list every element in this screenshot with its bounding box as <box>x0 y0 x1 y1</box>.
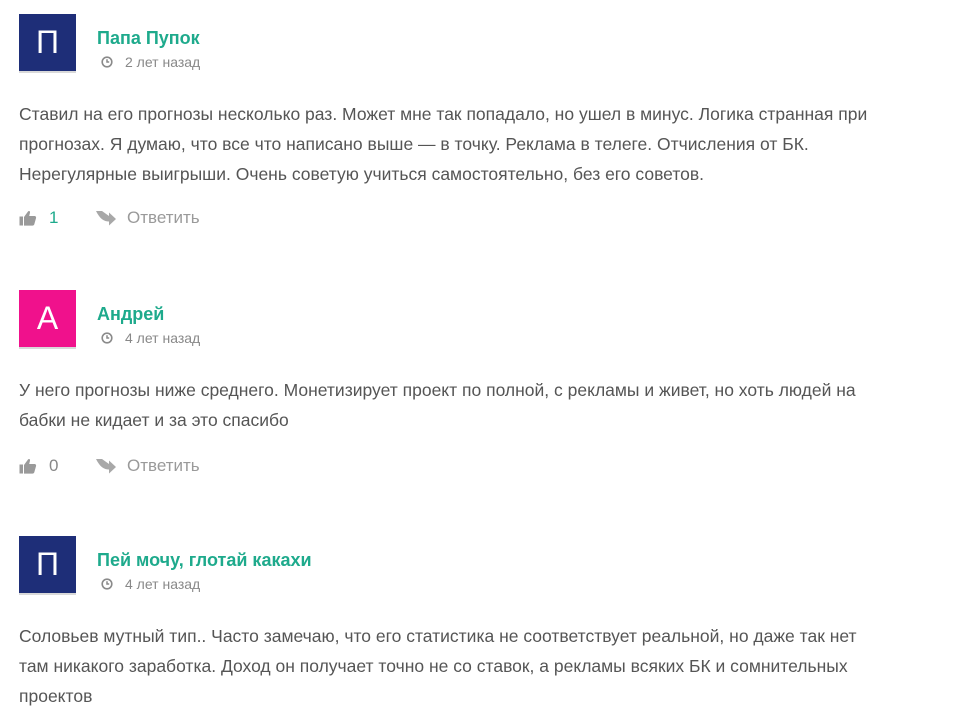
comment-text-line: прогнозах. Я думаю, что все что написано выше — в точку. Реклама в телеге. Отчисления от БК. <box>19 134 809 154</box>
reply-button[interactable] <box>95 208 200 228</box>
clock-icon <box>101 578 113 590</box>
comment-text-line: Ставил на его прогнозы несколько раз. Может мне так попадало, но ушел в минус. Логика странная при <box>19 104 868 124</box>
comment-text-line: бабки не кидает и за это спасибо <box>19 410 289 430</box>
comment-meta <box>101 54 200 70</box>
avatar[interactable]: П <box>19 536 76 595</box>
thumbs-up-icon <box>19 457 37 475</box>
reply-arrow-icon <box>95 458 117 474</box>
comment-author[interactable]: Пей мочу, глотай какахи <box>97 550 312 570</box>
comment-header <box>19 536 954 596</box>
comment-text-line: Соловьев мутный тип.. Часто замечаю, что его статистика не соответствует реальной, но даже так нет <box>19 626 857 646</box>
like-button[interactable] <box>19 456 69 476</box>
avatar[interactable]: А <box>19 290 76 349</box>
clock-icon <box>101 332 113 344</box>
comment-text <box>19 99 954 189</box>
comment-text-line: Нерегулярные выигрыши. Очень советую учиться самостоятельно, без его советов. <box>19 164 705 184</box>
comment-time[interactable]: 4 лет назад <box>125 576 201 592</box>
comment-actions <box>19 454 954 478</box>
like-count: 0 <box>49 456 59 475</box>
reply-arrow-icon <box>95 210 117 226</box>
comment-text-line: У него прогнозы ниже среднего. Монетизирует проект по полной, с рекламы и живет, но хоть людей на <box>19 380 856 400</box>
comment-actions <box>19 206 954 230</box>
thumbs-up-icon <box>19 209 37 227</box>
comment-meta <box>101 576 200 592</box>
comment <box>19 14 954 230</box>
comment <box>19 290 954 478</box>
comment-header <box>19 290 954 350</box>
comment-author[interactable]: Андрей <box>97 304 165 324</box>
reply-label: Ответить <box>127 208 200 227</box>
comment-time[interactable]: 2 лет назад <box>125 54 201 70</box>
comment-meta <box>101 330 200 346</box>
like-count: 1 <box>49 208 59 227</box>
comment-text <box>19 621 954 711</box>
comment-time[interactable]: 4 лет назад <box>125 330 201 346</box>
comment-text-line: проектов <box>19 686 93 706</box>
comment-header <box>19 14 954 74</box>
comment-author[interactable]: Папа Пупок <box>97 28 200 48</box>
comment-text-line: там никакого заработка. Доход он получает точно не со ставок, а рекламы всяких БК и сомнительных <box>19 656 848 676</box>
comment-text <box>19 375 954 435</box>
reply-button[interactable] <box>95 456 200 476</box>
reply-label: Ответить <box>127 456 200 475</box>
avatar[interactable]: П <box>19 14 76 73</box>
like-button[interactable] <box>19 208 69 228</box>
comment <box>19 536 954 711</box>
clock-icon <box>101 56 113 68</box>
